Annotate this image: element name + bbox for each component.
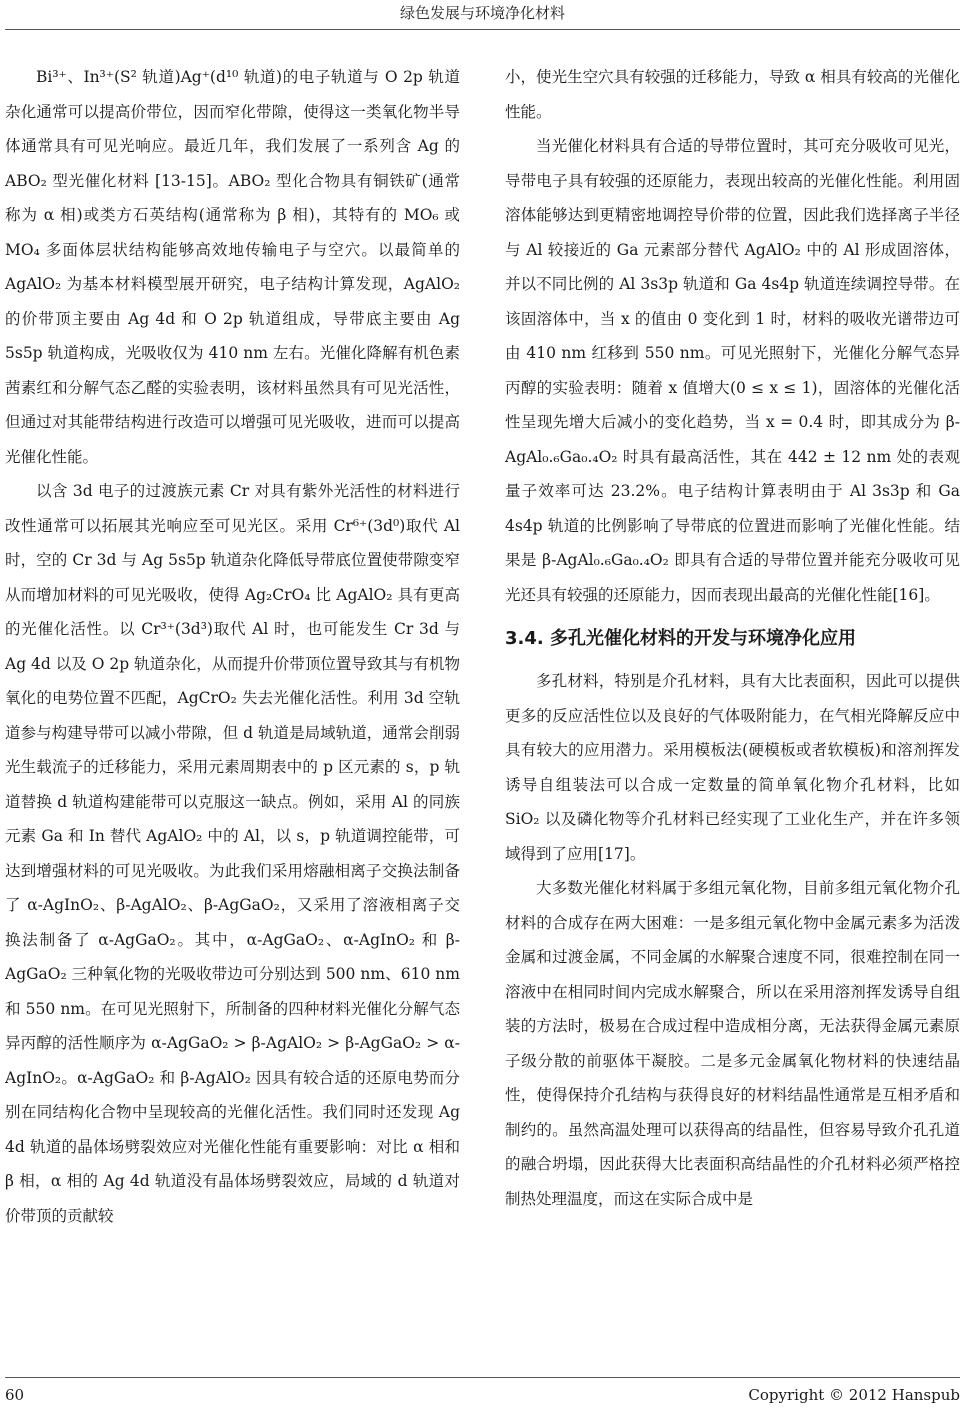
header-divider bbox=[5, 29, 960, 30]
right-column bbox=[505, 60, 960, 1216]
left-column bbox=[5, 60, 460, 1233]
paragraph-continuation: 小，使光生空穴具有较强的迁移能力，导致 α 相具有较高的光催化性能。 bbox=[505, 68, 960, 121]
running-header bbox=[0, 0, 965, 32]
paragraph: 当光催化材料具有合适的导带位置时，其可充分吸收可见光，导带电子具有较强的还原能力，表现出较高的光催化性能。利用固溶体能够达到更精密地调控导价带的位置，因此我们选择离子半径与 Al 较接近的 Ga 元素部分替代 AgAlO₂ 中的 Al 形成固溶体，并以不同比例的 Al 3s3p 轨道和 Ga 4s4p 轨道连续调控导带。在该固溶体中，当 x 的值由 0 变化到 1 时，材料的吸收光谱带边可由 410 nm 红移到 550 nm。可见光照射下，光催化分解气态异丙醇的实验表明：随着 x 值增大(0 ≤ x ≤ 1)，固溶体的光催化活性呈现先增大后减小的变化趋势，当 x = 0.4 时，即其成分为 β-AgAl₀.₆Ga₀.₄O₂ 时具有最高活性，其在 442 ± 12 nm 处的表观量子效率可达 23.2%。电子结构计算表明由于 Al 3s3p 和 Ga 4s4p 轨道的比例影响了导带底的位置进而影响了光催化性能。结果是 β-AgAl₀.₆Ga₀.₄O₂ 即具有合适的导带位置并能充分吸收可见光还具有较强的还原能力，因而表现出最高的光催化性能[16]。 bbox=[505, 137, 960, 604]
section-heading: 3.4. 多孔光催化材料的开发与环境净化应用 bbox=[505, 628, 856, 649]
paragraph: 大多数光催化材料属于多组元氧化物，目前多组元氧化物介孔材料的合成存在两大困难：一是多组元氧化物中金属元素多为活泼金属和过渡金属，不同金属的水解聚合速度不同，很难控制在同一溶液中在相同时间内完成水解聚合，所以在采用溶剂挥发诱导自组装的方法时，极易在合成过程中造成相分离，无法获得金属元素原子级分散的前驱体干凝胶。二是多元金属氧化物材料的快速结晶性，使得保持介孔结构与获得良好的材料结晶性通常是互相矛盾和制约的。虽然高温处理可以获得高的结晶性，但容易导致介孔孔道的融合坍塌，因此获得大比表面积高结晶性的介孔材料必须严格控制热处理温度，而这在实际合成中是 bbox=[505, 879, 960, 1208]
copyright-notice: Copyright © 2012 Hanspub bbox=[748, 1386, 960, 1404]
footer-divider bbox=[5, 1377, 960, 1378]
page-number: 60 bbox=[5, 1386, 25, 1404]
paragraph: Bi³⁺、In³⁺(S² 轨道)Ag⁺(d¹⁰ 轨道)的电子轨道与 O 2p 轨道杂化通常可以提高价带位，因而窄化带隙，使得这一类氧化物半导体通常具有可见光响应。最近几年，我们发展了一系列含 Ag 的 ABO₂ 型光催化材料 [13-15]。ABO₂ 型化合物具有铜铁矿(通常称为 α 相)或类方石英结构(通常称为 β 相)，其特有的 MO₆ 或 MO₄ 多面体层状结构能够高效地传输电子与空穴。以最简单的 AgAlO₂ 为基本材料模型展开研究，电子结构计算发现，AgAlO₂ 的价带顶主要由 Ag 4d 和 O 2p 轨道组成，导带底主要由 Ag 5s5p 轨道构成，光吸收仅为 410 nm 左右。光催化降解有机色素茜素红和分解气态乙醛的实验表明，该材料虽然具有可见光活性，但通过对其能带结构进行改造可以增强可见光吸收，进而可以提高光催化性能。 bbox=[5, 68, 460, 466]
paragraph: 以含 3d 电子的过渡族元素 Cr 对具有紫外光活性的材料进行改性通常可以拓展其光响应至可见光区。采用 Cr⁶⁺(3d⁰)取代 Al 时，空的 Cr 3d 与 Ag 5s5p 轨道杂化降低导带底位置使带隙变窄从而增加材料的可见光吸收，使得 Ag₂CrO₄ 比 AgAlO₂ 具有更高的光催化活性。以 Cr³⁺(3d³)取代 Al 时，也可能发生 Cr 3d 与 Ag 4d 以及 O 2p 轨道杂化，从而提升价带顶位置导致其与有机物氧化的电势位置不匹配，AgCrO₂ 失去光催化活性。利用 3d 空轨道参与构建导带可以减小带隙，但 d 轨道是局域轨道，通常会削弱光生载流子的迁移能力，采用元素周期表中的 p 区元素的 s，p 轨道替换 d 轨道构建能带可以克服这一缺点。例如，采用 Al 的同族元素 Ga 和 In 替代 AgAlO₂ 中的 Al，以 s，p 轨道调控能带，可达到增强材料的可见光吸收。为此我们采用熔融相离子交换法制备了 α-AgInO₂、β-AgAlO₂、β-AgGaO₂，又采用了溶液相离子交换法制备了 α-AgGaO₂。其中，α-AgGaO₂、α-AgInO₂ 和 β-AgGaO₂ 三种氧化物的光吸收带边可分别达到 500 nm、610 nm 和 550 nm。在可见光照射下，所制备的四种材料光催化分解气态异丙醇的活性顺序为 α-AgGaO₂ > β-AgAlO₂ > β-AgGaO₂ > α-AgInO₂。α-AgGaO₂ 和 β-AgAlO₂ 因具有较合适的还原电势而分别在同结构化合物中呈现较高的光催化活性。我们同时还发现 Ag 4d 轨道的晶体场劈裂效应对光催化性能有重要影响：对比 α 相和 β 相，α 相的 Ag 4d 轨道没有晶体场劈裂效应，局域的 d 轨道对价带顶的贡献较 bbox=[5, 482, 460, 1225]
paragraph: 多孔材料，特别是介孔材料，具有大比表面积，因此可以提供更多的反应活性位以及良好的气体吸附能力，在气相光降解反应中具有较大的应用潜力。采用模板法(硬模板或者软模板)和溶剂挥发诱导自组装法可以合成一定数量的简单氧化物介孔材料，比如 SiO₂ 以及磷化物等介孔材料已经实现了工业化生产，并在许多领域得到了应用[17]。 bbox=[505, 672, 960, 863]
journal-title: 绿色发展与环境净化材料 bbox=[399, 4, 565, 22]
